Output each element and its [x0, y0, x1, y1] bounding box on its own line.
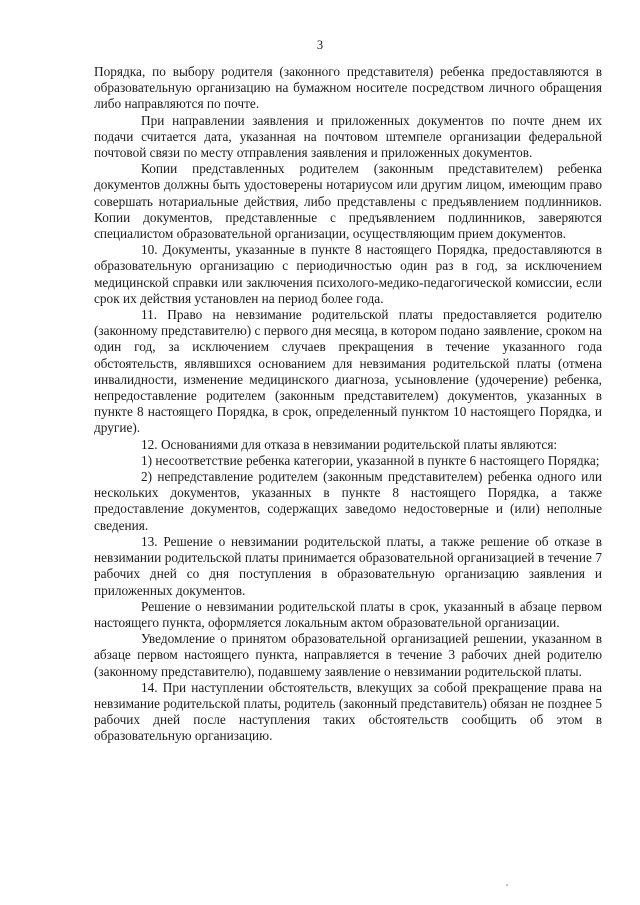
paragraph-clause-14: 14. При наступлении обстоятельств, влекущих за собой прекращение права на невзимание родительской платы, родитель (законный представитель) обязан не позднее 5 рабочих дней после наступления таких обстоятельств сообщить об этом в образовательную организацию. — [94, 679, 602, 744]
paragraph-clause-12-item-1: 1) несоответствие ребенка категории, указанной в пункте 6 настоящего Порядка; — [141, 452, 600, 468]
scan-speck — [506, 884, 508, 886]
paragraph-clause-13-notification: Уведомление о принятом образовательной организацией решении, указанном в абзаце первом настоящего пункта, направляется в течение 3 рабочих дней родителю (законному представителю), подавшему заявление о невзимании родительской платы. — [94, 631, 602, 679]
paragraph-continuation: Порядка, по выбору родителя (законного представителя) ребенка предоставляются в образовательную организацию на бумажном носителе посредством личного обращения либо направляются по почте. — [94, 64, 602, 112]
paragraph-clause-11: 11. Право на невзимание родительской платы предоставляется родителю (законному представителю) с первого дня месяца, в котором подано заявление, сроком на один год, за исключением случаев прекращения в течение указанного года обстоятельств, являвшихся основанием для невзимания родительской платы (отмена инвалидности, изменение медицинского диагноза, усыновление (удочерение) ребенка, непредоставление родителем (законным представителем) документов, указанных в пункте 8 настоящего Порядка, в срок, определенный пунктом 10 настоящего Порядка, и другие). — [94, 307, 602, 436]
page-number: 3 — [316, 38, 324, 52]
paragraph-clause-13: 13. Решение о невзимании родительской платы, а также решение об отказе в невзимании родительской платы принимается образовательной организацией в течение 7 рабочих дней со дня поступления в образовательную организацию заявления и приложенных документов. — [94, 533, 602, 598]
paragraph-clause-12: 12. Основаниями для отказа в невзимании родительской платы являются: — [141, 436, 558, 452]
document-body — [94, 64, 602, 745]
paragraph-document-copies: Копии представленных родителем (законным представителем) ребенка документов должны быть удостоверены нотариусом или другим лицом, имеющим право совершать нотариальные действия, либо представлены с предъявлением подлинников. Копии документов, представленные с предъявлением подлинников, заверяются специалистом образовательной организации, осуществляющим прием документов. — [94, 161, 602, 242]
paragraph-clause-10: 10. Документы, указанные в пункте 8 настоящего Порядка, предоставляются в образовательную организацию с периодичностью один раз в год, за исключением медицинской справки или заключения психолого-медико-педагогической комиссии, если срок их действия установлен на период более года. — [94, 242, 602, 306]
paragraph-clause-12-item-2: 2) непредставление родителем (законным представителем) ребенка одного или нескольких документов, указанных в пункте 8 настоящего Порядка, а также предоставление документов, содержащих заведомо недостоверные и (или) неполные сведения. — [94, 469, 602, 533]
paragraph-mail-submission: При направлении заявления и приложенных документов по почте днем их подачи считается дата, указанная на почтовом штемпеле организации федеральной почтовой связи по месту отправления заявления и приложенных документов. — [94, 112, 602, 161]
paragraph-clause-13-decision: Решение о невзимании родительской платы в срок, указанный в абзаце первом настоящего пункта, оформляется локальным актом образовательной организации. — [94, 598, 602, 630]
